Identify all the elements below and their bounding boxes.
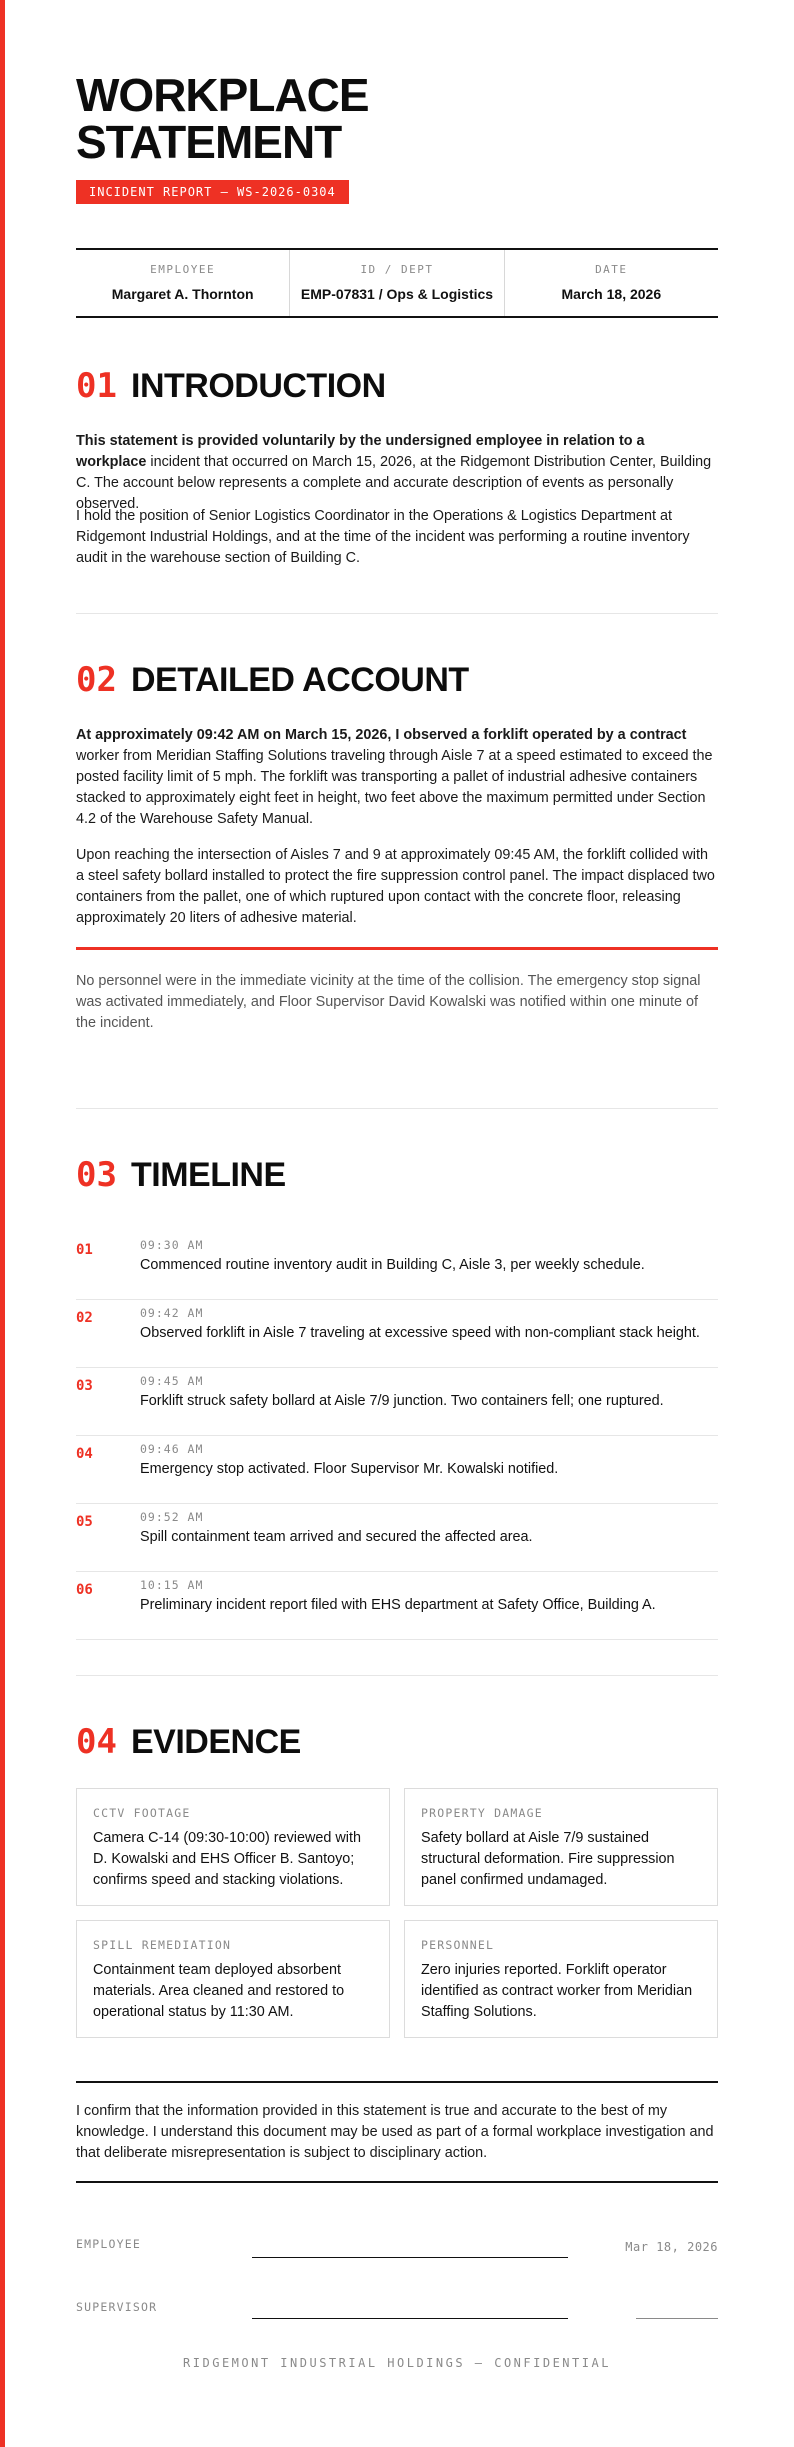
evidence-card-property-damage <box>404 1788 718 1906</box>
title-line-2: STATEMENT <box>76 116 342 168</box>
evidence-label: PERSONNEL <box>421 1938 495 1952</box>
section-divider <box>76 1675 718 1676</box>
section-heading-evidence <box>76 1722 301 1762</box>
account-paragraph-1 <box>76 725 718 830</box>
account-note: No personnel were in the immediate vicinity at the time of the collision. The emergency stop signal was activated immediately, and Floor Supervisor David Kowalski was notified within one minute of the incident. <box>76 973 701 1031</box>
timeline-number: 03 <box>76 1378 93 1394</box>
timeline-number: 05 <box>76 1514 93 1530</box>
signature-employee-label: EMPLOYEE <box>76 2237 141 2251</box>
timeline-text: Emergency stop activated. Floor Supervisor Mr. Kowalski notified. <box>140 1461 559 1477</box>
evidence-label: PROPERTY DAMAGE <box>421 1806 543 1820</box>
timeline-item <box>76 1436 718 1504</box>
timeline-list <box>76 1232 718 1640</box>
section-title: INTRODUCTION <box>131 367 386 405</box>
timeline-text: Spill containment team arrived and secured the affected area. <box>140 1529 533 1545</box>
signature-employee-line[interactable] <box>252 2257 568 2258</box>
timeline-number: 01 <box>76 1242 93 1258</box>
timeline-item <box>76 1504 718 1572</box>
intro-paragraph-2: I hold the position of Senior Logistics Coordinator in the Operations & Logistics Department at Ridgemont Industrial Holdings, and at the time of the incident was performing a routine inventory audit in the warehouse section of Building C. <box>76 508 690 566</box>
timeline-item <box>76 1232 718 1300</box>
timeline-number: 06 <box>76 1582 93 1598</box>
meta-employee-value: Margaret A. Thornton <box>111 286 254 302</box>
evidence-text: Zero injuries reported. Forklift operator identified as contract worker from Meridian Staffing Solutions. <box>421 1962 693 2020</box>
section-heading-detailed-account <box>76 660 469 700</box>
timeline-number: 04 <box>76 1446 93 1462</box>
section-number: 03 <box>76 1155 117 1195</box>
meta-id-label: ID / DEPT <box>360 263 434 276</box>
evidence-text: Camera C-14 (09:30-10:00) reviewed with D. Kowalski and EHS Officer B. Santoyo; confirms speed and stacking violations. <box>93 1830 361 1888</box>
intro-lead: This statement is provided voluntarily by the undersigned employee in relation to a workplace <box>76 433 645 470</box>
section-divider <box>76 1108 718 1109</box>
timeline-time: 09:30 AM <box>140 1238 204 1252</box>
timeline-text: Preliminary incident report filed with EHS department at Safety Office, Building A. <box>140 1597 656 1613</box>
timeline-text: Commenced routine inventory audit in Building C, Aisle 3, per weekly schedule. <box>140 1257 645 1273</box>
intro-body: incident that occurred on March 15, 2026, at the Ridgemont Distribution Center, Building C. The account below represents a complete and accurate description of events as personally observed. <box>76 454 712 512</box>
evidence-card-cctv <box>76 1788 390 1906</box>
evidence-card-personnel <box>404 1920 718 2038</box>
confirmation-statement: I confirm that the information provided in this statement is true and accurate to the best of my knowledge. I understand this document may be used as part of a formal workplace investigation and that deliberate misrepresentation is subject to disciplinary action. <box>76 2081 718 2183</box>
section-number: 01 <box>76 366 117 406</box>
timeline-time: 10:15 AM <box>140 1578 204 1592</box>
meta-employee-label: EMPLOYEE <box>150 263 216 276</box>
section-number: 04 <box>76 1722 117 1762</box>
intro-paragraph-1 <box>76 431 718 515</box>
evidence-label: CCTV FOOTAGE <box>93 1806 191 1820</box>
evidence-card-spill-remediation <box>76 1920 390 2038</box>
signature-employee-date: Mar 18, 2026 <box>625 2240 718 2254</box>
timeline-time: 09:42 AM <box>140 1306 204 1320</box>
account-paragraph-2: Upon reaching the intersection of Aisles 7 and 9 at approximately 09:45 AM, the forklift collided with a steel safety bollard installed to protect the fire suppression control panel. The impact displaced two containers from the pallet, one of which ruptured upon contact with the concrete floor, releasing approximately 20 liters of adhesive material. <box>76 847 715 926</box>
timeline-time: 09:46 AM <box>140 1442 204 1456</box>
meta-employee <box>76 250 290 316</box>
timeline-text: Forklift struck safety bollard at Aisle 7/9 junction. Two containers fell; one ruptured. <box>140 1393 664 1409</box>
document-title <box>76 69 369 168</box>
accent-bar <box>0 0 5 2447</box>
timeline-item <box>76 1300 718 1368</box>
document-footer: RIDGEMONT INDUSTRIAL HOLDINGS — CONFIDENTIAL <box>183 2356 611 2370</box>
meta-id-value: EMP-07831 / Ops & Logistics <box>300 286 494 302</box>
meta-table <box>76 248 718 318</box>
section-title: EVIDENCE <box>131 1723 301 1761</box>
account-body: worker from Meridian Staffing Solutions traveling through Aisle 7 at a speed estimated to exceed the posted facility limit of 5 mph. The forklift was transporting a pallet of industrial adhesive containers stacked to approximately eight feet in height, two feet above the maximum permitted under Section 4.2 of the Warehouse Safety Manual. <box>76 748 713 827</box>
section-divider <box>76 613 718 614</box>
meta-id <box>290 250 504 316</box>
section-title: TIMELINE <box>131 1156 286 1194</box>
section-number: 02 <box>76 660 117 700</box>
meta-date <box>505 250 718 316</box>
timeline-number: 02 <box>76 1310 93 1326</box>
signature-supervisor-line[interactable] <box>252 2318 568 2319</box>
section-heading-introduction <box>76 366 386 406</box>
timeline-item <box>76 1368 718 1436</box>
timeline-text: Observed forklift in Aisle 7 traveling at excessive speed with non-compliant stack height. <box>140 1325 700 1341</box>
report-tag: INCIDENT REPORT — WS-2026-0304 <box>76 180 349 204</box>
title-line-1: WORKPLACE <box>76 69 369 121</box>
meta-date-value: March 18, 2026 <box>561 286 662 302</box>
evidence-text: Containment team deployed absorbent materials. Area cleaned and restored to operational status by 11:30 AM. <box>93 1962 345 2020</box>
timeline-time: 09:45 AM <box>140 1374 204 1388</box>
signature-supervisor-date-line[interactable] <box>636 2318 718 2319</box>
meta-date-label: DATE <box>595 263 628 276</box>
evidence-text: Safety bollard at Aisle 7/9 sustained structural deformation. Fire suppression panel confirmed undamaged. <box>421 1830 675 1888</box>
section-title: DETAILED ACCOUNT <box>131 661 469 699</box>
timeline-item <box>76 1572 718 1640</box>
callout-rule <box>76 947 718 950</box>
section-heading-timeline <box>76 1155 286 1195</box>
evidence-label: SPILL REMEDIATION <box>93 1938 232 1952</box>
account-lead: At approximately 09:42 AM on March 15, 2026, I observed a forklift operated by a contract <box>76 727 687 743</box>
timeline-time: 09:52 AM <box>140 1510 204 1524</box>
signature-supervisor-label: SUPERVISOR <box>76 2300 158 2314</box>
